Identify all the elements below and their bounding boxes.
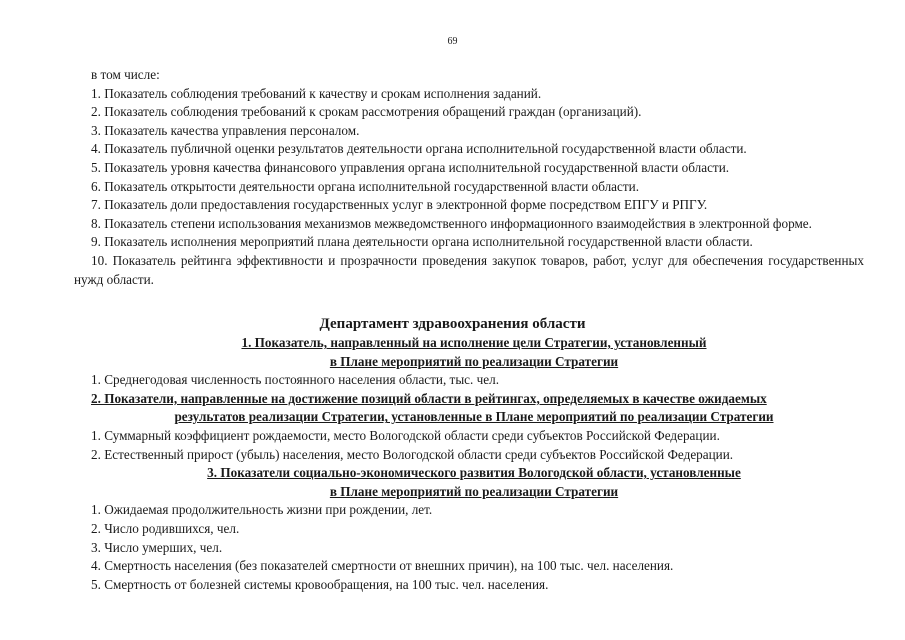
agency-indicators-block <box>74 66 864 289</box>
section-3-title-line-1: 3. Показатели социально-экономического развития Вологодской области, установленные <box>207 465 741 481</box>
section-2-title-line-1: 2. Показатели, направленные на достижение позиций области в рейтингах, определяемых в качестве ожидаемых <box>91 390 767 406</box>
intro-text: в том числе: <box>91 67 160 82</box>
list-item: 3. Число умерших, чел. <box>91 539 223 555</box>
list-item: 10. Показатель рейтинга эффективности и прозрачности проведения закупок товаров, работ, услуг для обеспечения государственных нужд области. <box>74 252 864 287</box>
list-item: 2. Естественный прирост (убыль) населения, место Вологодской области среди субъектов Российской Федерации. <box>91 446 734 462</box>
list-item: 5. Показатель уровня качества финансового управления органа исполнительной государственной власти области. <box>91 159 730 175</box>
list-item: 3. Показатель качества управления персоналом. <box>91 122 360 138</box>
list-item: 9. Показатель исполнения мероприятий плана деятельности органа исполнительной государственной власти области. <box>91 234 753 250</box>
section-2-title-line-2: результатов реализации Стратегии, установленные в Плане мероприятий по реализации Стратегии <box>174 409 774 425</box>
list-item: 8. Показатель степени использования механизмов межведомственного информационного взаимодействия в электронной форме. <box>91 215 812 231</box>
list-item: 1. Показатель соблюдения требований к качеству и срокам исполнения заданий. <box>91 85 542 101</box>
list-item: 6. Показатель открытости деятельности органа исполнительной государственной власти области. <box>91 178 639 194</box>
list-item: 4. Показатель публичной оценки результатов деятельности органа исполнительной государственной власти области. <box>91 141 747 157</box>
section-1-title-line-2: в Плане мероприятий по реализации Стратегии <box>329 353 619 369</box>
list-item: 1. Суммарный коэффициент рождаемости, место Вологодской области среди субъектов Российской Федерации. <box>91 427 720 443</box>
list-item: 4. Смертность населения (без показателей смертности от внешних причин), на 100 тыс. чел. населения. <box>91 558 674 574</box>
page-number: 69 <box>447 36 458 47</box>
list-item: 2. Число родившихся, чел. <box>91 520 240 536</box>
list-item: 2. Показатель соблюдения требований к срокам рассмотрения обращений граждан (организаций). <box>91 104 642 120</box>
section-1-title-line-1: 1. Показатель, направленный на исполнение цели Стратегии, установленный <box>241 335 707 350</box>
list-item: 7. Показатель доли предоставления государственных услуг в электронной форме посредством ЕПГУ и РПГУ. <box>91 197 708 213</box>
list-item: 5. Смертность от болезней системы кровообращения, на 100 тыс. чел. населения. <box>91 576 549 592</box>
department-title: Департамент здравоохранения области <box>319 316 586 332</box>
section-3-title-line-2: в Плане мероприятий по реализации Стратегии <box>329 483 619 499</box>
list-item: 1. Среднегодовая численность постоянного населения области, тыс. чел. <box>91 372 499 388</box>
department-indicators-block <box>74 334 874 594</box>
list-item: 1. Ожидаемая продолжительность жизни при рождении, лет. <box>91 502 433 518</box>
